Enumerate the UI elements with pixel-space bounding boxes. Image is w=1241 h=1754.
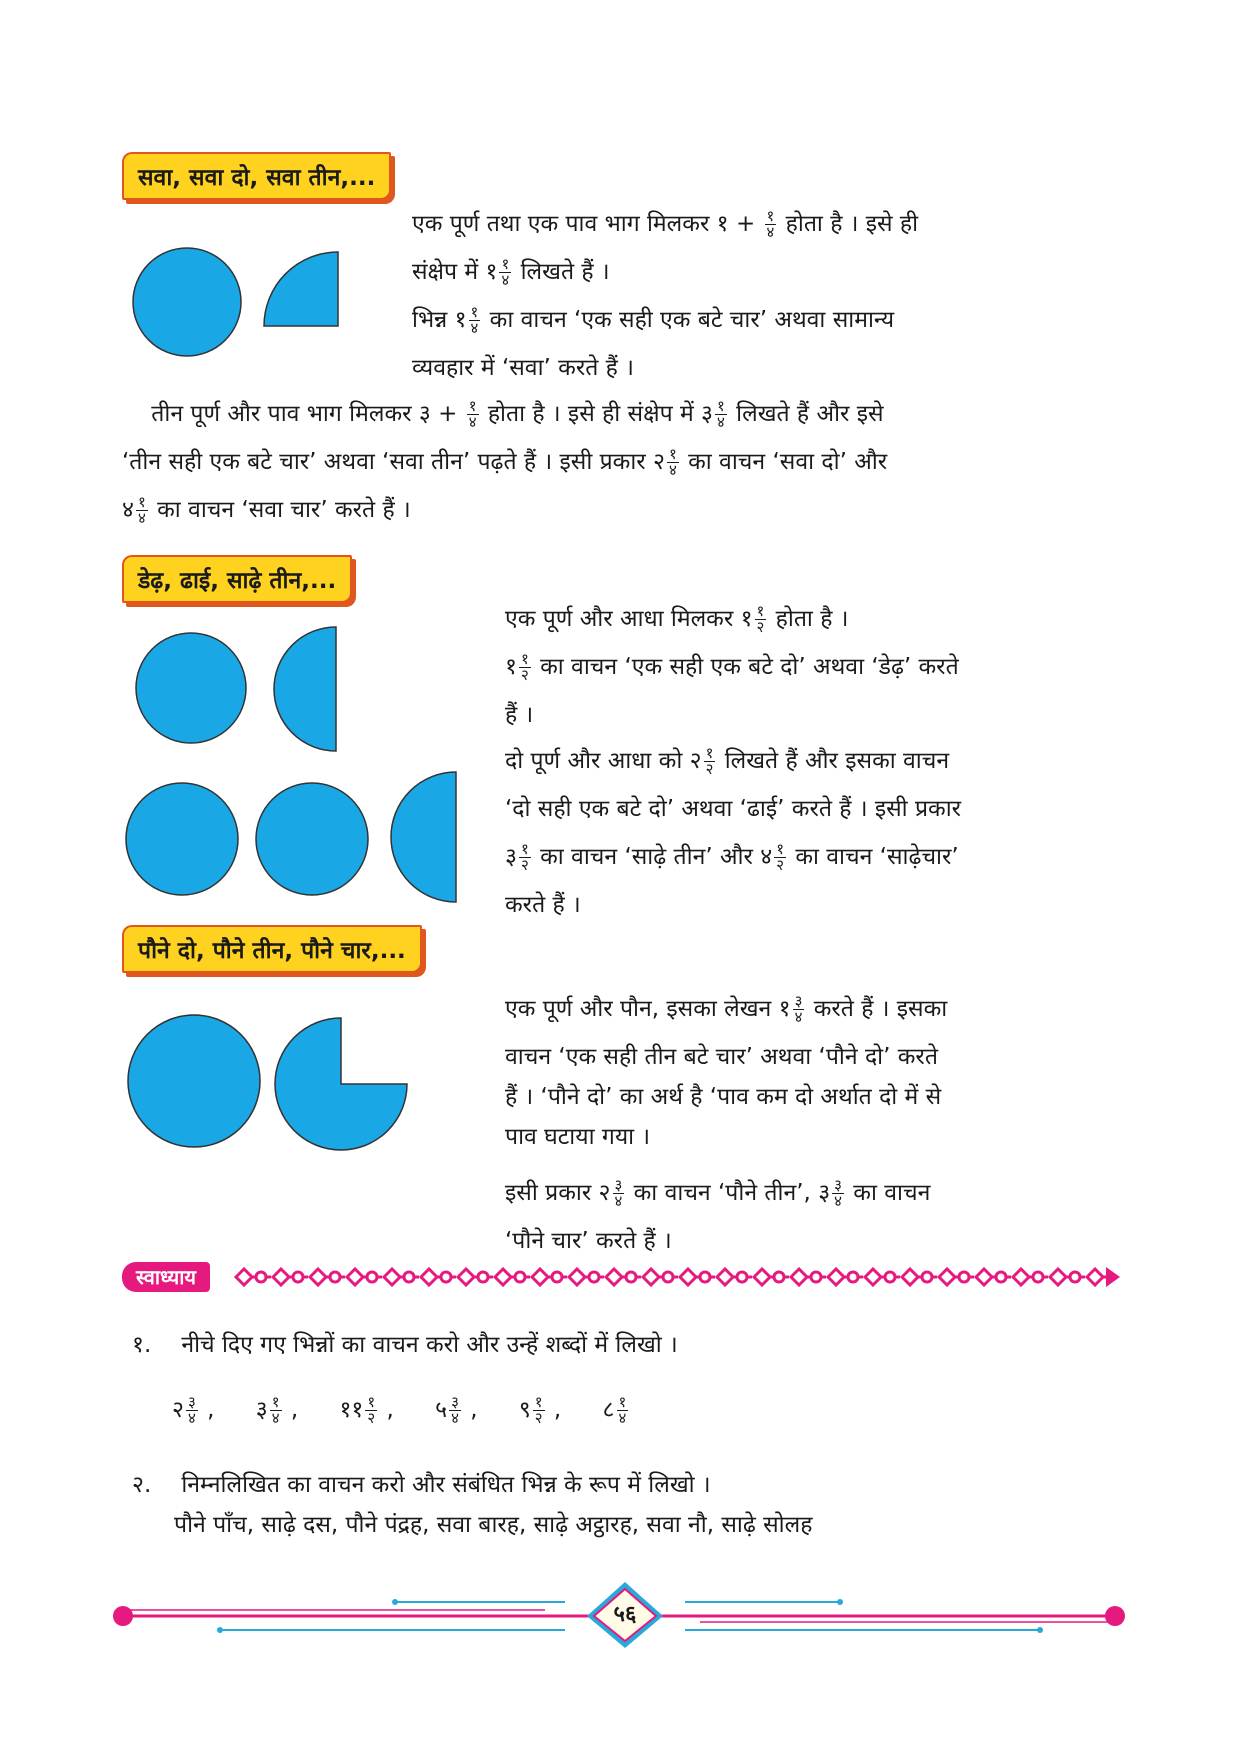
shape-quarter-circle-1 <box>262 250 342 330</box>
sec1-line2-end: लिखते हैं । <box>520 259 610 285</box>
sec3-block <box>505 985 1122 1265</box>
section-tag-sava <box>122 152 391 200</box>
sec3-line6: ‘पौने चार’ करते हैं । <box>505 1228 672 1254</box>
question-2-list-text: पौने पाँच, साढ़े दस, पौने पंद्रह, सवा बारह, साढ़े अट्ठारह, सवा नौ, साढ़े सोलह <box>174 1512 813 1538</box>
shape-three-quarter-circle <box>272 1015 410 1153</box>
section-tag-paune <box>122 925 422 973</box>
shape-half-circle-2 <box>390 770 460 906</box>
fraction-item: ५ ३ ४ , <box>435 1393 478 1427</box>
sec2-line4-whole: २ <box>689 748 702 774</box>
sec1-p4-end: का वाचन ‘सवा चार’ करते हैं । <box>157 497 411 523</box>
sec3-line5-whole-a: २ <box>598 1180 611 1206</box>
sec1-p2-whole: ३ <box>701 401 714 427</box>
sec2-line1-whole: १ <box>740 606 753 632</box>
sec1-p3-end: का वाचन ‘सवा दो’ और <box>688 449 888 475</box>
fraction-one-half: १ २ <box>520 840 529 874</box>
sec2-line6-whole-a: ३ <box>505 844 517 870</box>
sec2-line6-end: का वाचन ‘साढ़ेचार’ <box>795 844 959 870</box>
sec2-line1-text: एक पूर्ण और आधा मिलकर <box>505 606 734 632</box>
fraction-one-half: १ २ <box>776 840 785 874</box>
fraction-three-quarters: ३ ४ <box>834 1176 842 1210</box>
sec1-line4: व्यवहार में ‘सवा’ करते हैं । <box>412 355 634 381</box>
sec1-block-b <box>122 390 1122 534</box>
shape-whole-circle-5 <box>125 1012 263 1150</box>
sec2-line4-end: लिखते हैं और इसका वाचन <box>724 748 950 774</box>
sec1-line1-text: एक पूर्ण तथा एक पाव भाग मिलकर <box>412 211 710 237</box>
exercise-tag-text: स्वाध्याय <box>136 1265 196 1289</box>
fraction-one-half: १ २ <box>756 602 765 636</box>
section-tag-paune-text: पौने दो, पौने तीन, पौने चार,... <box>138 938 406 964</box>
exercise-tag <box>122 1262 210 1292</box>
sec1-p3-whole: २ <box>653 449 665 475</box>
fraction-one-quarter: १ ४ <box>470 303 479 337</box>
sec3-line1-whole: १ <box>778 996 791 1022</box>
question-2 <box>132 1465 711 1505</box>
sec1-p4-whole: ४ <box>122 497 134 523</box>
shape-whole-circle-4 <box>253 780 371 898</box>
question-2-text: निम्नलिखित का वाचन करो और संबंधित भिन्न के रूप में लिखो । <box>181 1472 711 1498</box>
sec3-line5-whole-b: ३ <box>818 1180 831 1206</box>
sec3-line5-end: का वाचन <box>853 1180 931 1206</box>
sec1-block-a <box>412 200 1122 392</box>
sec1-p3-text: ‘तीन सही एक बटे चार’ अथवा ‘सवा तीन’ पढ़ते हैं । इसी प्रकार <box>122 449 646 475</box>
sec2-line7: करते हैं । <box>505 892 581 918</box>
sec2-line6-mid: का वाचन ‘साढ़े तीन’ और <box>540 844 753 870</box>
fraction-one-quarter: १ ४ <box>501 255 510 289</box>
fraction-one-quarter: १ ४ <box>669 445 677 479</box>
question-2-list <box>174 1505 812 1545</box>
fraction-item: २ ३ ४ , <box>172 1393 215 1427</box>
sec3-line3: हैं । ‘पौने दो’ का अर्थ है ‘पाव कम दो अर्थात दो में से <box>505 1084 942 1110</box>
sec2-line6-whole-b: ४ <box>760 844 773 870</box>
fraction-item: ११ १ २ , <box>339 1393 394 1427</box>
shape-whole-circle-2 <box>133 630 249 746</box>
section-tag-sava-text: सवा, सवा दो, सवा तीन,... <box>138 165 376 191</box>
fraction-item: ८ १ ४ <box>602 1393 627 1427</box>
sec2-line5: ‘दो सही एक बटे दो’ अथवा ‘ढाई’ करते हैं । इसी प्रकार <box>505 796 962 822</box>
sec3-line1-text: एक पूर्ण और पौन, इसका लेखन <box>505 996 772 1022</box>
fraction-three-quarters: ३ ४ <box>794 992 803 1026</box>
sec3-line2: वाचन ‘एक सही तीन बटे चार’ अथवा ‘पौने दो’ करते <box>505 1044 938 1070</box>
sec1-p2-text: तीन पूर्ण और पाव भाग मिलकर ३ + <box>151 401 458 427</box>
sec2-line2-end: का वाचन ‘एक सही एक बटे दो’ अथवा ‘डेढ़’ करते <box>540 654 959 680</box>
fraction-one-quarter: १ ४ <box>137 493 146 527</box>
question-1-number: १. <box>132 1332 152 1358</box>
fraction-one-quarter: १ ४ <box>717 397 725 431</box>
question-1 <box>132 1325 678 1365</box>
sec1-p2-mid: होता है । इसे ही संक्षेप में <box>487 401 694 427</box>
sec1-line3-whole: १ <box>454 307 467 333</box>
sec2-line2-whole: १ <box>505 654 517 680</box>
exercise-banner <box>122 1262 1122 1292</box>
fraction-item: ९ १ २ , <box>518 1393 562 1427</box>
sec1-line3-end: का वाचन ‘एक सही एक बटे चार’ अथवा सामान्य <box>489 307 895 333</box>
sec2-line1-end: होता है । <box>775 606 849 632</box>
sec2-block <box>505 595 1122 929</box>
fraction-one-half: १ २ <box>705 744 714 778</box>
section-tag-dedh-text: डेढ़, ढाई, साढ़े तीन,... <box>138 568 337 594</box>
sec3-line5-mid: का वाचन ‘पौने तीन’, <box>633 1180 811 1206</box>
fraction-one-quarter: १ ४ <box>766 207 775 241</box>
sec1-p2-end: लिखते हैं और इसे <box>736 401 884 427</box>
fraction-one-half: १ २ <box>520 650 529 684</box>
fraction-one-quarter: १ ४ <box>468 397 477 431</box>
sec2-line3: हैं । <box>505 702 534 728</box>
sec2-line4-text: दो पूर्ण और आधा को <box>505 748 683 774</box>
sec1-line1-plus: १ + <box>716 211 756 237</box>
fraction-item: ३ १ ४ , <box>255 1393 299 1427</box>
sec1-line2-whole: १ <box>485 259 498 285</box>
sec3-line1-end: करते हैं । इसका <box>813 996 948 1022</box>
sec1-line1-end: होता है । इसे ही <box>785 211 919 237</box>
fraction-three-quarters: ३ ४ <box>614 1176 623 1210</box>
page-number <box>585 1600 665 1630</box>
question-1-text: नीचे दिए गए भिन्नों का वाचन करो और उन्हें शब्दों में लिखो । <box>181 1332 678 1358</box>
question-2-number: २. <box>132 1472 152 1498</box>
sec3-line5-text: इसी प्रकार <box>505 1180 592 1206</box>
shape-whole-circle-3 <box>123 780 241 898</box>
page-number-text: ५६ <box>613 1602 637 1627</box>
sec3-line4: पाव घटाया गया । <box>505 1124 651 1150</box>
shape-half-circle-1 <box>270 625 340 755</box>
sec1-line2-text: संक्षेप में <box>412 259 479 285</box>
shape-whole-circle-1 <box>130 245 245 360</box>
sec1-line3-text: भिन्न <box>412 307 448 333</box>
question-1-fractions <box>172 1385 664 1435</box>
exercise-chain-decoration <box>234 1265 1122 1289</box>
section-tag-dedh <box>122 555 352 603</box>
